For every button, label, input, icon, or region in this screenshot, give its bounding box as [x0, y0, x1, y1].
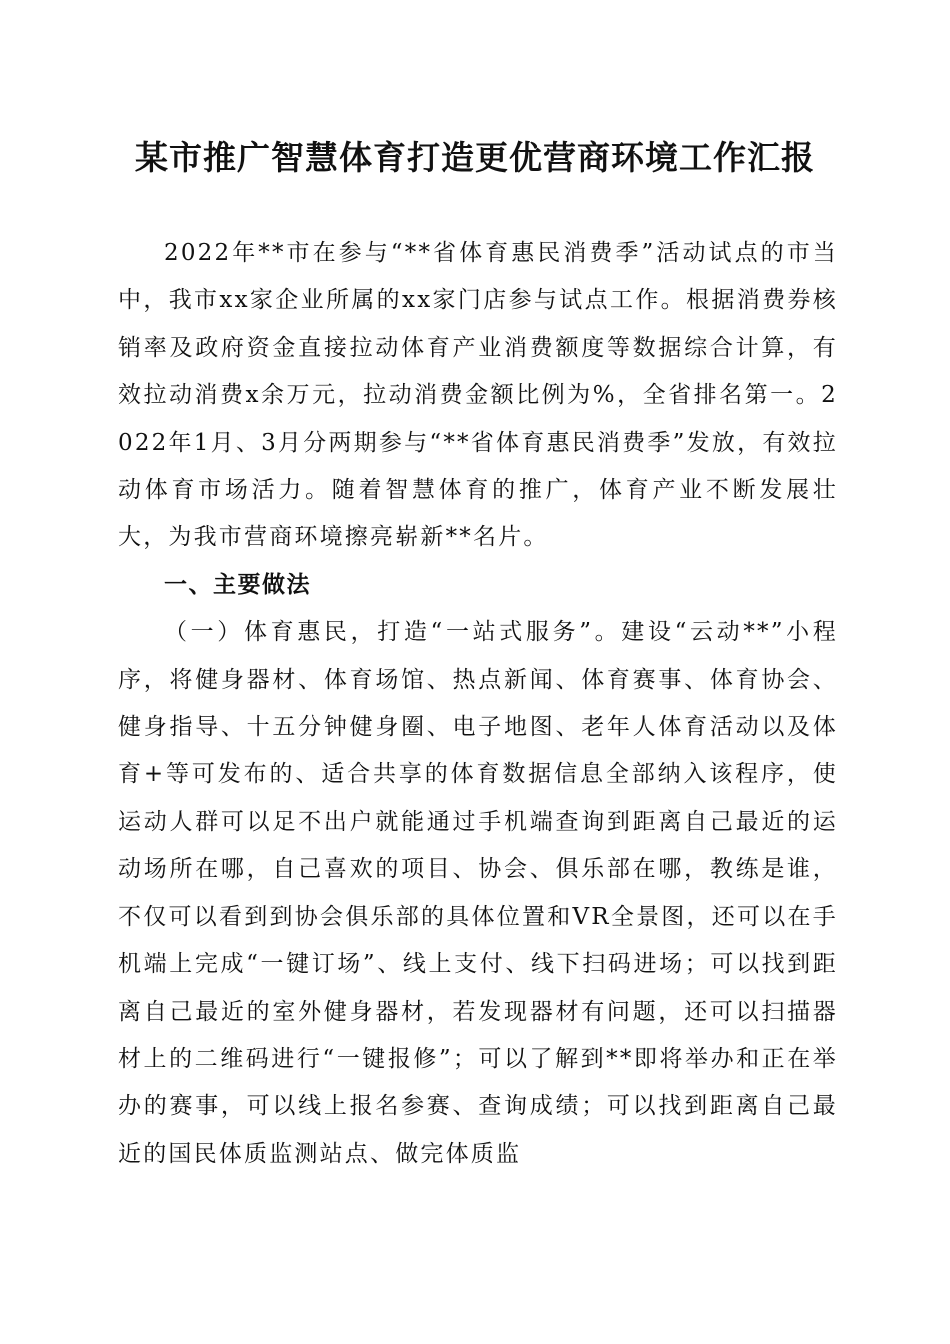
- practice-paragraph-1: （一）体育惠民，打造“一站式服务”。建设“云动**”小程序，将健身器材、体育场馆、热点新闻、体育赛事、体育协会、健身指导、十五分钟健身圈、电子地图、老年人体育活动以及体育+等可发布的、适合共享的体育数据信息全部纳入该程序，使运动人群可以足不出户就能通过手机端查询到距离自己最近的运动场所在哪，自己喜欢的项目、协会、俱乐部在哪，教练是谁，不仅可以看到到协会俱乐部的具体位置和VR全景图，还可以在手机端上完成“一键订场”、线上支付、线下扫码进场；可以找到距离自己最近的室外健身器材，若发现器材有问题，还可以扫描器材上的二维码进行“一键报修”；可以了解到**即将举办和正在举办的赛事，可以线上报名参赛、查询成绩；可以找到距离自己最近的国民体质监测站点、做完体质监: [118, 619, 838, 1167]
- document-title: 某市推广智慧体育打造更优营商环境工作汇报: [135, 138, 815, 177]
- document-body: [118, 230, 838, 1178]
- section-heading-main-practices: 一、主要做法: [164, 571, 311, 598]
- intro-paragraph: 2022年**市在参与“**省体育惠民消费季”活动试点的市当中，我市xx家企业所属的xx家门店参与试点工作。根据消费券核销率及政府资金直接拉动体育产业消费额度等数据综合计算，有效拉动消费x余万元，拉动消费金额比例为%，全省排名第一。2022年1月、3月分两期参与“**省体育惠民消费季”发放，有效拉动体育市场活力。随着智慧体育的推广，体育产业不断发展壮大，为我市营商环境擦亮崭新**名片。: [118, 240, 838, 551]
